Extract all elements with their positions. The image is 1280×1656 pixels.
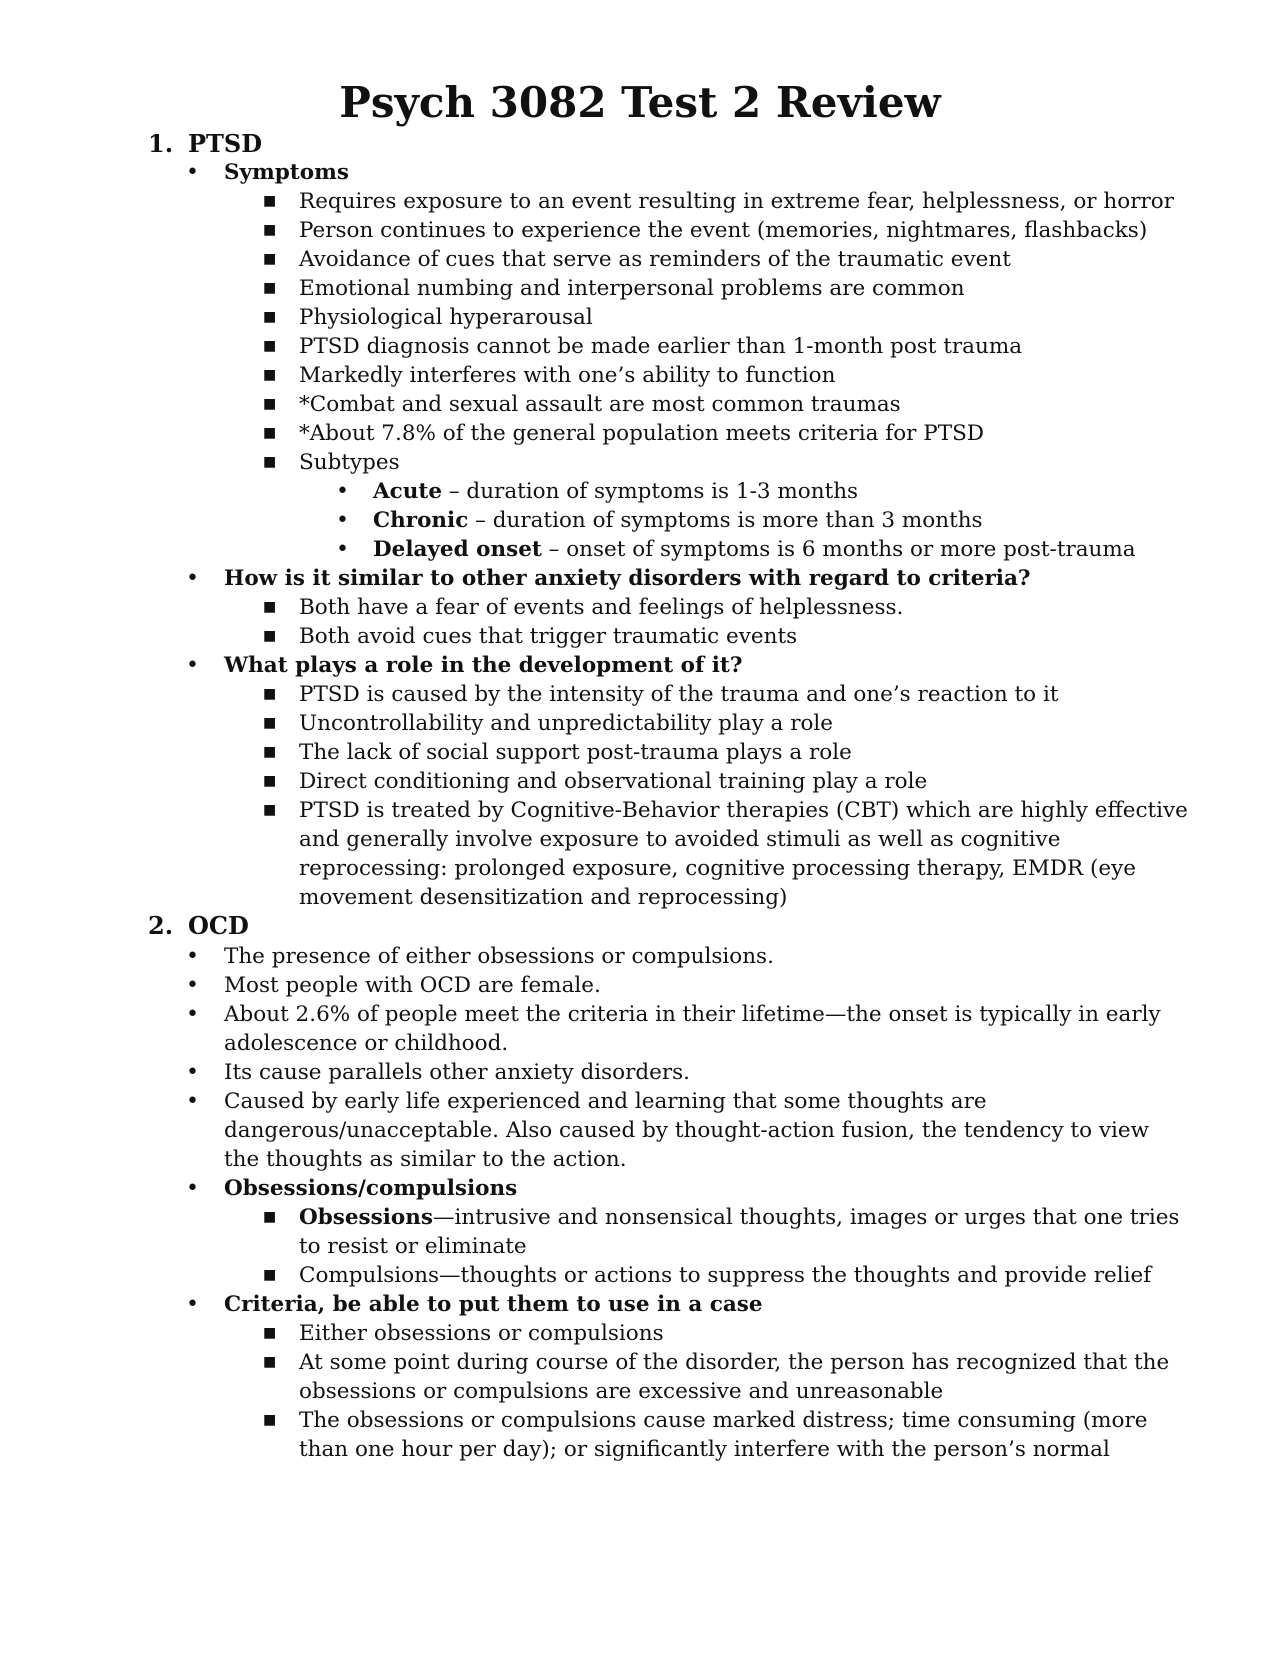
square-bullet-icon: ■ bbox=[263, 628, 277, 644]
square-bullet-icon: ■ bbox=[263, 599, 277, 615]
page-title: Psych 3082 Test 2 Review bbox=[339, 78, 941, 127]
bullet-icon: • bbox=[186, 1089, 199, 1114]
bullet-icon: • bbox=[336, 537, 349, 562]
square-bullet-icon: ■ bbox=[263, 744, 277, 760]
square-bullet-icon: ■ bbox=[263, 425, 277, 441]
square-bullet-icon: ■ bbox=[263, 338, 277, 354]
square-bullet-icon: ■ bbox=[263, 1209, 277, 1225]
bullet-icon: • bbox=[186, 944, 199, 969]
bullet-icon: • bbox=[186, 1292, 199, 1317]
document-page: Psych 3082 Test 2 Review 1. PTSD • Symptoms ■ Requires exposure to an event resulting in extreme fear, helplessness, or horror ■ Person continues to experience the event (memories, nightmares, flashbacks) ■ Avoidance of cues that serve as reminders of the traumatic event ■ Emotional numbing and interpersonal problems are common ■ Physiological hyperarousal ■ PTSD diagnosis cannot be made earlier than 1-month post trauma ■ Markedly interferes with one’s ability to function ■ *Combat and sexual assault are most common traumas ■ *About 7.8% of the general population meets criteria for PTSD ■ Subtypes • Acute – duration of symptoms is 1-3 months • Chronic – duration of symptoms is more than 3 months • Delayed onset – onset of symptoms is 6 months or more post-trauma • How is it similar to other anxiety disorders with regard to criteria? ■ Both have a fear of events and feelings of helplessness. ■ Both avoid cues that trigger traumatic events • What plays a role in the development of it? ■ PTSD is caused by the intensity of the trauma and one’s reaction to it ■ Uncontrollability and unpredictability play a role ■ The lack of social support post-trauma plays a role ■ Direct conditioning and observational training play a role ■ PTSD is treated by Cognitive-Behavior therapies (CBT) which are highly effective and generally involve exposure to avoided stimuli as well as cognitive reprocessing: prolonged exposure, cognitive processing therapy, EMDR (eye movement desensitization and reprocessing) 2. OCD • The presence of either obsessions or compulsions. • Most people with OCD are female. • About 2.6% of people meet the criteria in their lifetime—the onset is typically in early adolescence or childhood. • Its cause parallels other anxiety disorders. • Caused by early life experienced and learning that some thoughts are dangerous/unacceptable. Also caused by thought-action fusion, the tendency to view the thoughts as similar to the action. • Obsessions/compulsions ■ Obsessions—intrusive and nonsensical thoughts, images or urges that one tries to resist or eliminate ■ Compulsions—thoughts or actions to suppress the thoughts and provide relief • Criteria, be able to put them to use in a case ■ Either obsessions or compulsions ■ At some point during course of the disorder, the person has recognized that the obsessions or compulsions are excessive and unreasonable ■ The obsessions or compulsions cause marked distress; time consuming (more than one hour per day); or significantly interfere with the person’s normal bbox=[0, 0, 1280, 1656]
square-bullet-icon: ■ bbox=[263, 1354, 277, 1370]
square-bullet-icon: ■ bbox=[263, 1267, 277, 1283]
section-title: PTSD bbox=[188, 129, 263, 158]
section-number: 1. bbox=[148, 129, 174, 158]
square-bullet-icon: ■ bbox=[263, 802, 277, 818]
bullet-icon: • bbox=[186, 1176, 199, 1201]
square-bullet-icon: ■ bbox=[263, 396, 277, 412]
square-bullet-icon: ■ bbox=[263, 367, 277, 383]
bullet-icon: • bbox=[186, 160, 199, 185]
square-bullet-icon: ■ bbox=[263, 773, 277, 789]
section-number: 2. bbox=[148, 911, 174, 940]
bullet-icon: • bbox=[336, 479, 349, 504]
square-bullet-icon: ■ bbox=[263, 686, 277, 702]
bullet-icon: • bbox=[336, 508, 349, 533]
square-bullet-icon: ■ bbox=[263, 193, 277, 209]
bullet-icon: • bbox=[186, 973, 199, 998]
square-bullet-icon: ■ bbox=[263, 454, 277, 470]
square-bullet-icon: ■ bbox=[263, 222, 277, 238]
bullet-icon: • bbox=[186, 653, 199, 678]
bullet-icon: • bbox=[186, 566, 199, 591]
square-bullet-icon: ■ bbox=[263, 1412, 277, 1428]
square-bullet-icon: ■ bbox=[263, 309, 277, 325]
section-title: OCD bbox=[188, 911, 249, 940]
square-bullet-icon: ■ bbox=[263, 715, 277, 731]
square-bullet-icon: ■ bbox=[263, 251, 277, 267]
square-bullet-icon: ■ bbox=[263, 1325, 277, 1341]
square-bullet-icon: ■ bbox=[263, 280, 277, 296]
bullet-icon: • bbox=[186, 1060, 199, 1085]
bullet-icon: • bbox=[186, 1002, 199, 1027]
